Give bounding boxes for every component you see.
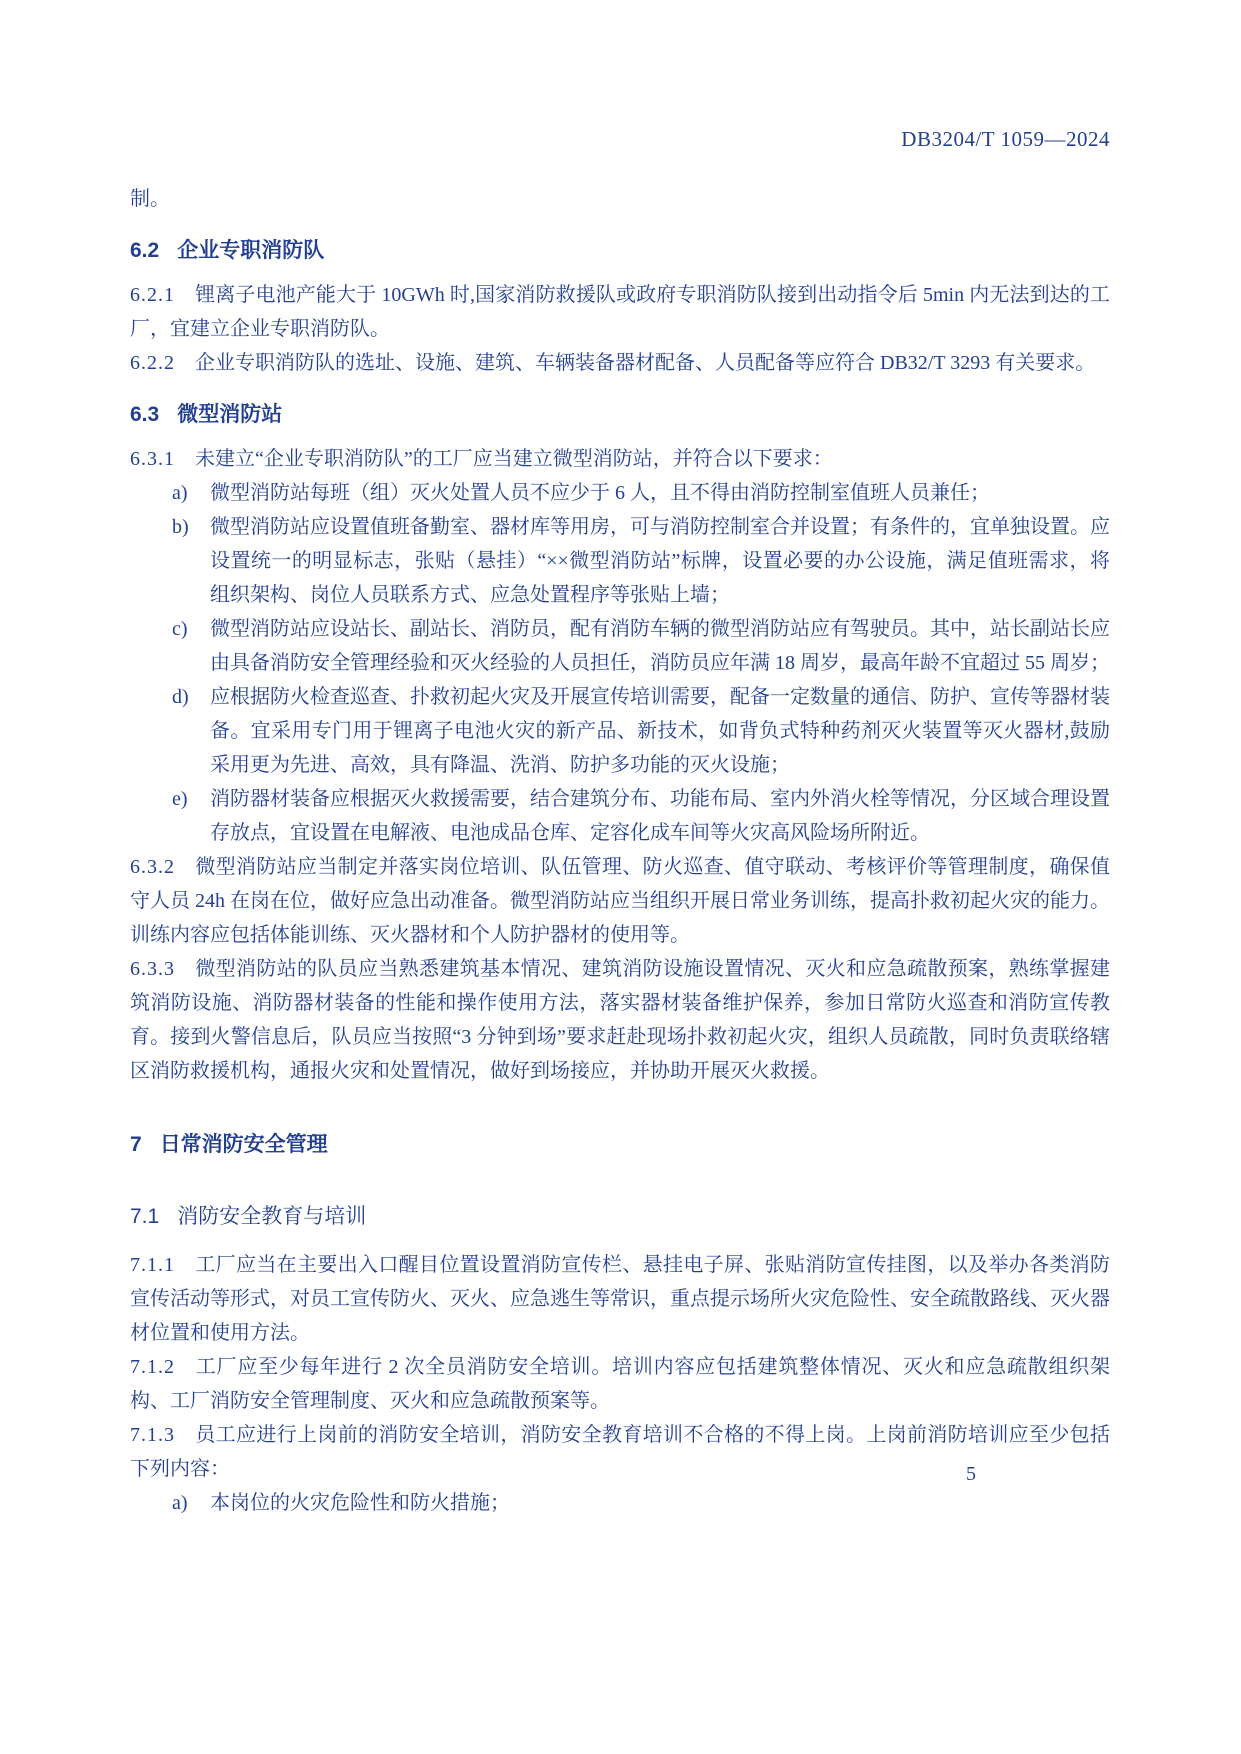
list-item-label: a): [172, 482, 188, 504]
section-number: 6.3: [130, 403, 160, 426]
clause-paragraph: 6.3.1 未建立“企业专职消防队”的工厂应当建立微型消防站，并符合以下要求：: [130, 448, 833, 470]
page-number: 5: [966, 1463, 976, 1485]
clause-paragraph: 7.1.2 工厂应至少每年进行 2 次全员消防安全培训。培训内容应包括建筑整体情况、灭火和应急疏散组织架构、工厂消防安全管理制度、灭火和应急疏散预案等。: [130, 1356, 1110, 1412]
clause-paragraph: 6.3.2 微型消防站应当制定并落实岗位培训、队伍管理、防火巡查、值守联动、考核评价等管理制度，确保值守人员 24h 在岗在位，做好应急出动准备。微型消防站应当组织开展日常业务训练，提高扑救初起火灾的能力。训练内容应包括体能训练、灭火器材和个人防护器材的使用等。: [130, 856, 1110, 946]
section-title: 微型消防站: [177, 403, 283, 426]
list-item-text: 微型消防站应设站长、副站长、消防员，配有消防车辆的微型消防站应有驾驶员。其中，站长副站长应由具备消防安全管理经验和灭火经验的人员担任，消防员应年满 18 周岁，最高年龄不宜超过 55 周岁；: [210, 618, 1110, 674]
clause-number: 6.2.2: [130, 352, 175, 374]
list-item-text: 应根据防火检查巡查、扑救初起火灾及开展宣传培训需要，配备一定数量的通信、防护、宣传等器材装备。宜采用专门用于锂离子电池火灾的新产品、新技术，如背负式特种药剂灭火装置等灭火器材,鼓励采用更为先进、高效，具有降温、洗消、防护多功能的灭火设施；: [210, 686, 1110, 776]
doc-number: DB3204/T 1059—2024: [901, 127, 1110, 151]
section-title: 消防安全教育与培训: [177, 1205, 367, 1228]
page-content: [130, 126, 1110, 1520]
section-heading: [130, 400, 1110, 430]
section-number: 6.2: [130, 239, 160, 262]
clause-paragraph: 7.1.3 员工应进行上岗前的消防安全培训，消防安全教育培训不合格的不得上岗。上岗前消防培训应至少包括下列内容：: [130, 1424, 1110, 1480]
list-item: [130, 782, 1110, 850]
clause-paragraph: 6.2.1 锂离子电池产能大于 10GWh 时,国家消防救援队或政府专职消防队接到出动指令后 5min 内无法到达的工厂，宜建立企业专职消防队。: [130, 284, 1110, 340]
document-body: [130, 182, 1110, 1520]
list-item: [130, 476, 1110, 510]
list-item-label: a): [172, 1492, 188, 1514]
clause-number: 7.1.3: [130, 1424, 175, 1446]
clause-number: 6.3.2: [130, 856, 175, 878]
list-item-label: d): [172, 686, 189, 708]
list-item: [130, 612, 1110, 680]
clause-number: 6.2.1: [130, 284, 175, 306]
list-item-label: e): [172, 788, 188, 810]
list-item-label: c): [172, 618, 188, 640]
paragraph: 制。: [130, 188, 170, 210]
section-title: 企业专职消防队: [177, 239, 325, 262]
clause-paragraph: 6.3.3 微型消防站的队员应当熟悉建筑基本情况、建筑消防设施设置情况、灭火和应急疏散预案，熟练掌握建筑消防设施、消防器材装备的性能和操作使用方法，落实器材装备维护保养，参加日常防火巡查和消防宣传教育。接到火警信息后，队员应当按照“3 分钟到场”要求赶赴现场扑救初起火灾，组织人员疏散，同时负责联络辖区消防救援机构，通报火灾和处置情况，做好到场接应，并协助开展灭火救援。: [130, 958, 1110, 1082]
clause-number: 6.3.1: [130, 448, 175, 470]
clause-number: 6.3.3: [130, 958, 175, 980]
list-item-text: 本岗位的火灾危险性和防火措施；: [210, 1492, 510, 1514]
list-item: [130, 680, 1110, 782]
section-number: 7: [130, 1133, 142, 1156]
section-number: 7.1: [130, 1205, 160, 1228]
list-item-text: 微型消防站应设置值班备勤室、器材库等用房，可与消防控制室合并设置；有条件的，宜单独设置。应设置统一的明显标志，张贴（悬挂）“××微型消防站”标牌，设置必要的办公设施，满足值班需求，将组织架构、岗位人员联系方式、应急处置程序等张贴上墙；: [210, 516, 1110, 606]
clause-paragraph: 6.2.2 企业专职消防队的选址、设施、建筑、车辆装备器材配备、人员配备等应符合 DB32/T 3293 有关要求。: [130, 352, 1096, 374]
clause-number: 7.1.2: [130, 1356, 175, 1378]
section-heading: [130, 236, 1110, 266]
section-heading: [130, 1202, 1110, 1232]
list-item-text: 微型消防站每班（组）灭火处置人员不应少于 6 人，且不得由消防控制室值班人员兼任；: [210, 482, 990, 504]
section-heading: [130, 1130, 1110, 1160]
list-item-text: 消防器材装备应根据灭火救援需要，结合建筑分布、功能布局、室内外消火栓等情况，分区域合理设置存放点，宜设置在电解液、电池成品仓库、定容化成车间等火灾高风险场所附近。: [210, 788, 1110, 844]
clause-number: 7.1.1: [130, 1254, 175, 1276]
list-item: [130, 1486, 1110, 1520]
list-item-label: b): [172, 516, 189, 538]
clause-paragraph: 7.1.1 工厂应当在主要出入口醒目位置设置消防宣传栏、悬挂电子屏、张贴消防宣传挂图，以及举办各类消防宣传活动等形式，对员工宣传防火、灭火、应急逃生等常识，重点提示场所火灾危险性、安全疏散路线、灭火器材位置和使用方法。: [130, 1254, 1110, 1344]
list-item: [130, 510, 1110, 612]
section-title: 日常消防安全管理: [159, 1133, 328, 1156]
